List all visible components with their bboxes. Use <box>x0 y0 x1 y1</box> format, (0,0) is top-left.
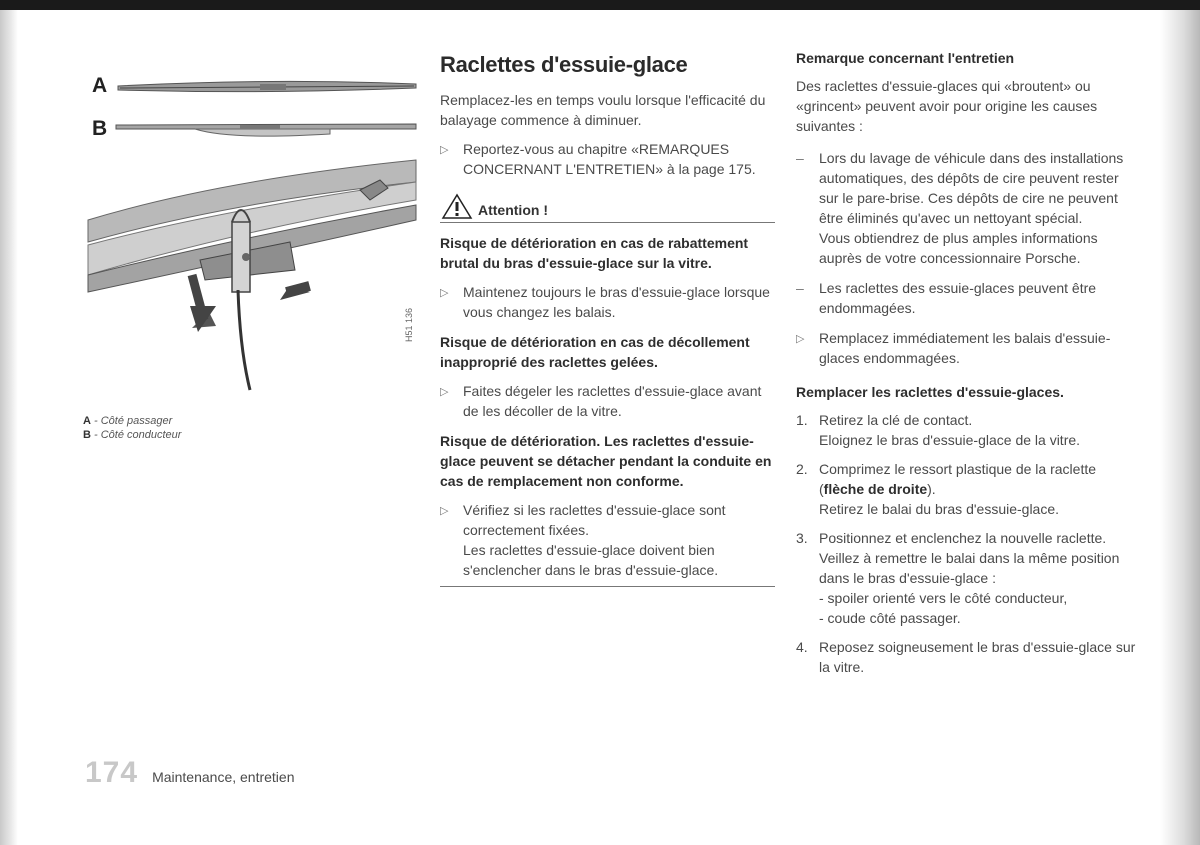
warning-bullet-3: ▷ Vérifiez si les raclettes d'essuie-glace sont correctement fixées. Les raclettes d'essuie-glace doivent bien s'enclencher dans le bras d'essuie-glace. <box>440 502 726 578</box>
page-right-gutter <box>1160 10 1200 845</box>
wiper-blade-a <box>118 81 416 91</box>
step-4: 4. Reposez soigneusement le bras d'essuie-glace sur la vitre. <box>796 639 1136 675</box>
page-left-gutter <box>0 10 18 845</box>
figure-captions <box>83 414 181 442</box>
warning-triangle-icon <box>440 193 474 219</box>
page-top-border <box>0 0 1200 10</box>
wiper-illustration <box>80 70 425 400</box>
warning-bullet-1: ▷ Maintenez toujours le bras d'essuie-glace lorsque vous changez les balais. <box>440 284 770 320</box>
attention-label: Attention ! <box>478 202 548 218</box>
section-name: Maintenance, entretien <box>152 769 295 785</box>
side-column <box>796 48 1136 686</box>
warning-heading-1: Risque de détérioration en cas de rabattement brutal du bras d'essuie-glace sur la vitre. <box>440 235 749 271</box>
triangle-bullet-icon: ▷ <box>440 505 449 517</box>
figure-code: H51 136 <box>404 307 414 342</box>
attention-end-rule <box>440 586 775 587</box>
attention-header <box>440 193 775 223</box>
step-3: 3. Positionnez et enclenchez la nouvelle raclette. Veillez à remettre le balai dans la même position dans le bras d'essuie-glace : - spoiler orienté vers le côté conducteur, - coude côté passager. <box>796 530 1120 626</box>
wiper-arm-closeup <box>88 160 416 390</box>
remark-heading: Remarque concernant l'entretien <box>796 50 1015 66</box>
figure-label-a: A <box>92 74 108 97</box>
intro-text: Remplacez-les en temps voulu lorsque l'efficacité du balayage commence à diminuer. <box>440 92 766 128</box>
caption-a: A - Côté passager <box>83 415 173 427</box>
replace-bullet: ▷ Remplacez immédiatement les balais d'essuie-glaces endommagées. <box>796 330 1111 366</box>
main-column <box>440 48 775 587</box>
triangle-bullet-icon: ▷ <box>440 287 449 299</box>
step-1: 1. Retirez la clé de contact. Eloignez le bras d'essuie-glace de la vitre. <box>796 412 1081 448</box>
page-number: 174 <box>85 756 139 789</box>
page-footer <box>85 756 295 790</box>
wiper-blade-b <box>116 124 416 136</box>
warning-heading-3: Risque de détérioration. Les raclettes d'essuie-glace peuvent se détacher pendant la conduite en cas de remplacement non conforme. <box>440 433 772 489</box>
warning-heading-2: Risque de détérioration en cas de décollement inapproprié des raclettes gelées. <box>440 334 750 370</box>
triangle-bullet-icon: ▷ <box>440 386 449 398</box>
step-2: 2. Comprimez le ressort plastique de la raclette (flèche de droite). Retirez le balai du bras d'essuie-glace. <box>796 461 1097 517</box>
triangle-bullet-icon: ▷ <box>796 333 805 345</box>
remark-item-2: – Les raclettes des essuie-glaces peuvent être endommagées. <box>796 280 1097 316</box>
triangle-bullet-icon: ▷ <box>440 144 449 156</box>
warning-bullet-2: ▷ Faites dégeler les raclettes d'essuie-glace avant de les décoller de la vitre. <box>440 383 762 419</box>
remark-intro: Des raclettes d'essuie-glaces qui «broutent» ou «grincent» peuvent avoir pour origine les causes suivantes : <box>796 78 1098 134</box>
remark-item-1: – Lors du lavage de véhicule dans des installations automatiques, des dépôts de cire peuvent rester sur le pare-brise. Ces dépôts de cire ne peuvent être éliminés qu'avec un nettoyant spécial. Vous obtiendrez de plus amples informations auprès de votre concessionnaire Porsche. <box>796 150 1124 266</box>
replace-heading: Remplacer les raclettes d'essuie-glaces. <box>796 384 1064 400</box>
page-title: Raclettes d'essuie-glace <box>440 52 688 77</box>
figure-label-b: B <box>92 117 108 140</box>
reference-bullet: ▷ Reportez-vous au chapitre «REMARQUES CONCERNANT L'ENTRETIEN» à la page 175. <box>440 141 756 177</box>
caption-b: B - Côté conducteur <box>83 429 182 441</box>
wiper-figure <box>80 70 425 400</box>
